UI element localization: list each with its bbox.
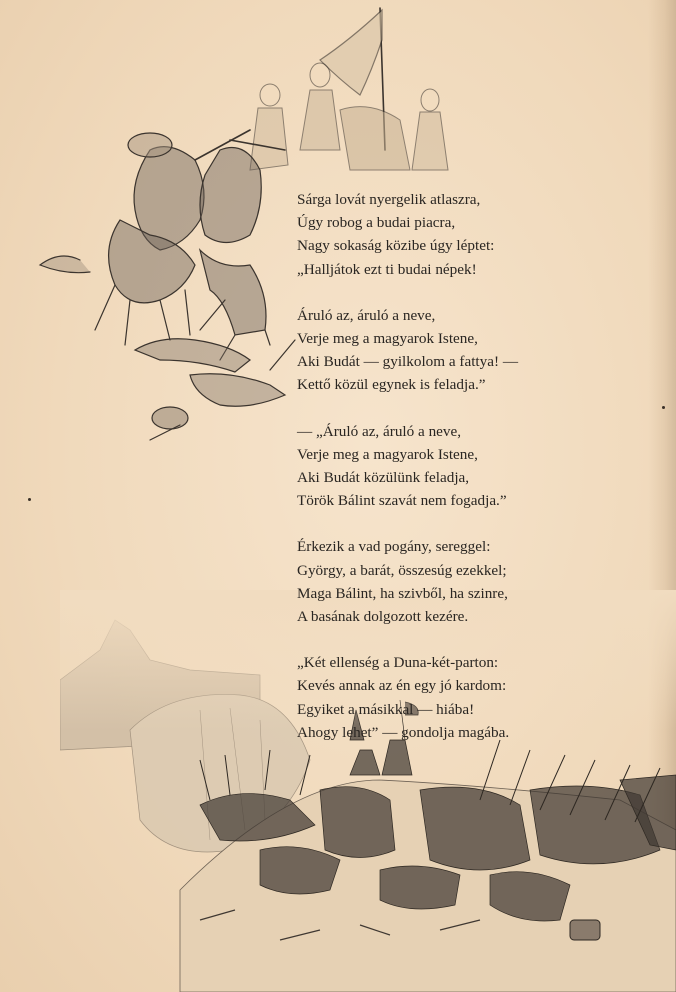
verse-line: György, a barát, összesúg ezekkel;	[297, 561, 507, 579]
stanza	[297, 188, 597, 281]
verse-line: Áruló az, áruló a neve,	[297, 306, 436, 324]
verse-line: Ahogy lehet” — gondolja magába.	[297, 723, 510, 741]
verse-line: Kettő közül egynek is feladja.”	[297, 376, 486, 394]
verse-line: „Halljátok ezt ti budai népek!	[297, 260, 477, 278]
verse-line: Aki Budát közülünk feladja,	[297, 469, 470, 487]
ink-speck	[28, 498, 31, 501]
stanza	[297, 304, 597, 397]
ink-speck	[662, 406, 665, 409]
verse-line: — „Áruló az, áruló a neve,	[297, 422, 462, 440]
verse-line: A basának dolgozott kezére.	[297, 608, 469, 626]
verse-line: Sárga lovát nyergelik atlaszra,	[297, 191, 481, 208]
verse-line: Egyiket a másikkal — hiába!	[297, 700, 475, 718]
verse-line: Verje meg a magyarok Istene,	[297, 330, 478, 348]
verse-line: Verje meg a magyarok Istene,	[297, 445, 478, 463]
verse-line: Úgy robog a budai piacra,	[297, 214, 456, 232]
poem-text	[297, 188, 597, 767]
verse-line: Aki Budát — gyilkolom a fattya! —	[297, 353, 519, 371]
verse-line: Kevés annak az én egy jó kardom:	[297, 677, 507, 695]
verse-line: Török Bálint szavát nem fogadja.”	[297, 492, 507, 510]
verse-line: Érkezik a vad pogány, sereggel:	[297, 538, 491, 556]
stanza	[297, 535, 597, 628]
verse-line: Maga Bálint, ha szivből, ha szinre,	[297, 584, 508, 602]
verse-line: „Két ellenség a Duna-két-parton:	[297, 654, 499, 672]
stanza	[297, 651, 597, 744]
verse-line: Nagy sokaság közibe úgy léptet:	[297, 237, 495, 255]
stanza	[297, 420, 597, 513]
